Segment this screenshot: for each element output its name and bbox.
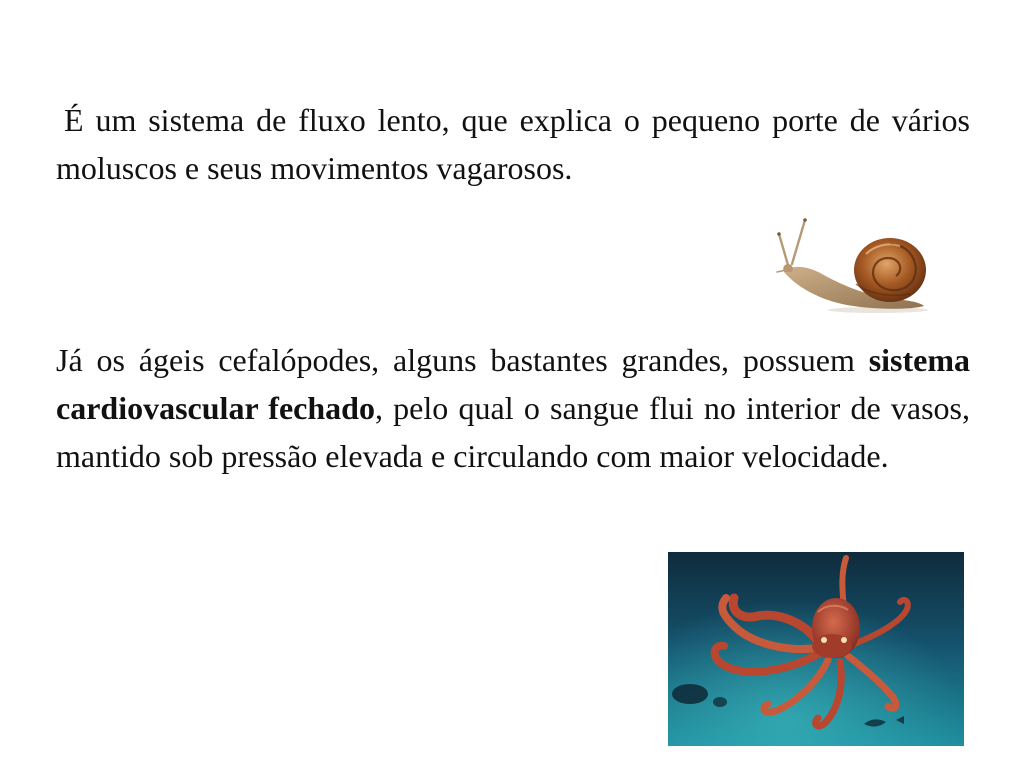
octopus-photo (668, 552, 964, 746)
paragraph-slow-flow (56, 96, 970, 192)
paragraph-closed-system-rest: , pelo qual o sangue flui no interior de vasos, mantido sob pressão elevada e circulando com maior velocidade. (56, 390, 971, 474)
snail-photo (770, 214, 930, 318)
paragraph-slow-flow-text: É um sistema de fluxo lento, que explica o pequeno porte de vários moluscos e seus movimentos vagarosos. (56, 102, 970, 186)
paragraph-closed-system-intro: Já os ágeis cefalópodes, alguns bastantes grandes, possuem (56, 342, 869, 378)
bold-term-closed-cardiovascular-system: sistema cardiovascular fechado (56, 342, 970, 426)
paragraph-closed-system (56, 336, 970, 480)
